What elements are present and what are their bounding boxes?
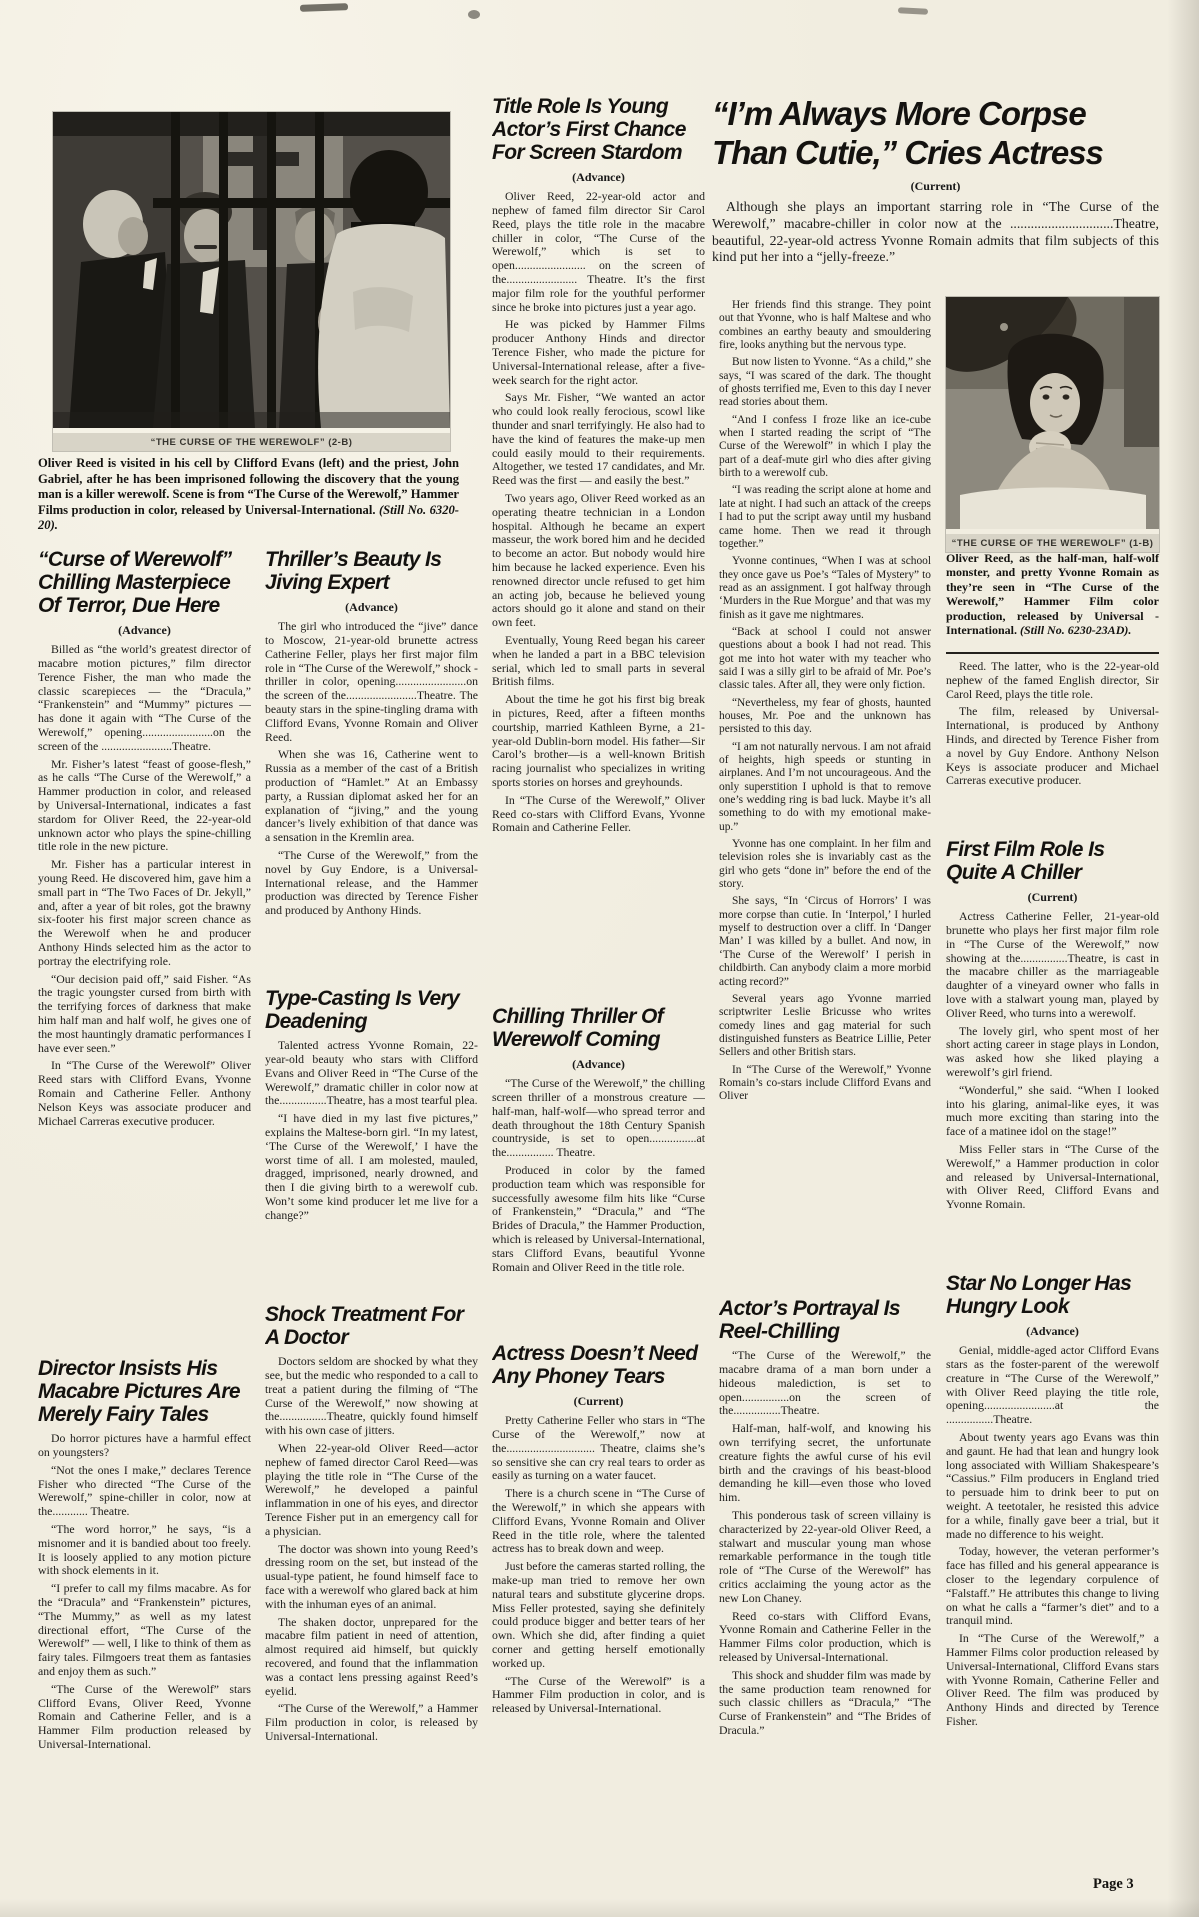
article-paragraph: Yvonne has one complaint. In her film and television roles she is invariably cast as the girl who gets “done in” before the end of the story. bbox=[719, 838, 931, 891]
article-headline: Title Role Is Young Actor’s First Chance For Screen Stardom bbox=[492, 95, 686, 165]
article-paragraph: The film, released by Universal-International, is produced by Anthony Hinds, and directed by Terence Fisher from a novel by Guy Endore. Anthony Nelson Keys is associate producer and Michael Carreras executive producer. bbox=[946, 704, 1159, 788]
article-corpse-cutie-body bbox=[719, 299, 931, 1108]
caption-text: Oliver Reed, as the half-man, half-wolf monster, and pretty Yvonne Romain as they’re seen in “The Curse of the Werewolf,” Hammer Film color production, released by Universal - International. bbox=[946, 551, 1159, 637]
article-paragraph: Says Mr. Fisher, “We wanted an actor who could look really ferocious, scowl like thunder and snarl terrifyingly. He also had to have the kind of features the make-up men could easily mould to their requirements. Altogether, we tested 17 candidates, and Mr. Reed was the first — and easily the best.” bbox=[492, 390, 705, 488]
scan-artifact bbox=[300, 3, 348, 12]
article-headline: Chilling Thriller Of Werewolf Coming bbox=[492, 1005, 664, 1052]
article-paragraph: In “The Curse of the Werewolf,” a Hammer Films color production released by Universal-International, Clifford Evans stars with Yvonne Romain, Catherine Feller and Oliver Reed. The film was produced by Anthony Hinds and directed by Terence Fisher. bbox=[946, 1631, 1159, 1728]
article-paragraph: The doctor was shown into young Reed’s dressing room on the set, but instead of the usual-type patient, he found himself face to face with a werewolf who glared back at him with the inhuman eyes of an animal. bbox=[265, 1541, 478, 1611]
article-paragraph: Actress Catherine Feller, 21-year-old brunette who plays her first major film role in “The Curse of the Werewolf,” now showing at the................Theatre, is cast in the macabre chiller as the marriageable daughter of a vineyard owner who falls in love with a stalwart young man, played by Oliver Reed, who turns into a werewolf. bbox=[946, 909, 1159, 1020]
article-phoney-tears bbox=[492, 1342, 705, 1720]
article-paragraph: The lovely girl, who spent most of her short acting career in stage plays in London, was asked how she liked playing a werewolf’s girl friend. bbox=[946, 1023, 1159, 1079]
article-paragraph: “Not the ones I make,” declares Terence Fisher who directed “The Curse of the Werewolf,” spine-chiller in color, now at the............ Theatre. bbox=[38, 1462, 251, 1519]
article-tagline: (Current) bbox=[910, 178, 961, 193]
article-paragraph: Oliver Reed, 22-year-old actor and nephew of famed film director Sir Carol Reed, plays the title role in the macabre chiller in color, “The Curse of the Werewolf,” which is set to open........................ on the screen of the........................ Theatre. It’s the first major film role for the youthful performer since he broke into pictures just a year ago. bbox=[492, 189, 705, 314]
article-paragraph: Reed. The latter, who is the 22-year-old nephew of the famed English director, Sir Carol Reed, plays the title role. bbox=[946, 660, 1159, 701]
article-paragraph: Just before the cameras started rolling, the make-up man tried to remove her own natural tears and substitute glycerine drops. Miss Feller protested, saying she definitely could produce bigger and better tears of her own. Which she did, after finding a quiet corner and getting herself emotionally worked up. bbox=[492, 1559, 705, 1670]
article-paragraph: Produced in color by the famed production team which was responsible for successfully awesome film hits like “Curse of Frankenstein,” “Dracula,” and “The Brides of Dracula,” the Hammer Production, which is released by Universal-International, stars Clifford Evans, beautiful Yvonne Romain and Oliver Reed in the title role. bbox=[492, 1162, 705, 1274]
article-paragraph: Genial, middle-aged actor Clifford Evans stars as the foster-parent of the werewolf creature in “The Curse of the Werewolf,” with Oliver Reed playing the title role, opening........................at the ................Theatre. bbox=[946, 1343, 1159, 1427]
article-tagline: (Current) bbox=[573, 1394, 624, 1409]
still-number: (Still No. 6320-20). bbox=[38, 502, 459, 533]
article-paragraph: Yvonne continues, “When I was at school they once gave us Poe’s “Tales of Mystery” to read as an assignment. I got halfway through ‘Murders in the Rue Morgue’ and that was my finish as it gave me nightmares. bbox=[719, 555, 931, 621]
article-headline: Type-Casting Is Very Deadening bbox=[265, 987, 460, 1034]
article-paragraph: Miss Feller stars in “The Curse of the Werewolf,” a Hammer production in color and released by Universal-International, with Oliver Reed, Clifford Evans and Yvonne Romain. bbox=[946, 1141, 1159, 1212]
article-paragraph: Her friends find this strange. They point out that Yvonne, who is half Maltese and who combines an earthy beauty and smouldering fire, looks anything but the nervous type. bbox=[719, 299, 931, 352]
article-tagline: (Advance) bbox=[118, 623, 171, 638]
scan-artifact bbox=[468, 10, 480, 19]
scan-edge-shadow bbox=[1167, 0, 1199, 1917]
article-paragraph: “Back at school I could not answer questions about a book I had not read. This got me into hot water with my teacher who said I was a silly girl to be afraid of Mr. Poe’s classic tales. After all, they were only fiction. bbox=[719, 625, 931, 692]
article-paragraph: “The Curse of the Werewolf” stars Clifford Evans, Oliver Reed, Yvonne Romain and Catherine Feller, and is a Hammer Film production released by Universal-International. bbox=[38, 1681, 251, 1752]
article-headline: Actress Doesn’t Need Any Phoney Tears bbox=[492, 1342, 698, 1389]
article-tagline: (Current) bbox=[1027, 890, 1078, 905]
article-paragraph: The shaken doctor, unprepared for the macabre film patient in need of attention, almost required aid himself, but quickly recovered, and found that the inflammation was a contact lens pressing against Reed’s eyelid. bbox=[265, 1614, 478, 1698]
article-paragraph: “The Curse of the Werewolf,” a Hammer Film production in color, is released by Universal-International. bbox=[265, 1701, 478, 1743]
photo-strip-label: “THE CURSE OF THE WEREWOLF” (2-B) bbox=[53, 433, 450, 451]
jail-scene-illustration bbox=[53, 112, 450, 428]
article-paragraph: “I have died in my last five pictures,” explains the Maltese-born girl. “In my latest, ‘The Curse of the Werewolf,’ I have the worst time of all. I am molested, mauled, dragged, imprisoned, nearly drowned, and then I die giving birth to a werewolf cub. Won’t some kind producer let me live for a change?” bbox=[265, 1111, 478, 1222]
article-paragraph: When 22-year-old Oliver Reed—actor nephew of famed director Carol Reed—was playing the title role in “The Curse of the Werewolf,” he developed a painful inflammation in one of his eyes, and director Terence Fisher put in an emergency call for a physician. bbox=[265, 1440, 478, 1538]
article-jiving-expert bbox=[265, 548, 478, 922]
article-paragraph: “The Curse of the Werewolf,” from the novel by Guy Endore, is a Universal-International release, and the Hammer production was directed by Terence Fisher and produced by Anthony Hinds. bbox=[265, 847, 478, 918]
article-paragraph: But now listen to Yvonne. “As a child,” she says, “I was scared of the dark. The thought of ghosts terrified me, Even to this day I never read stories about them. bbox=[719, 356, 931, 409]
article-chilling-thriller bbox=[492, 1005, 705, 1278]
article-paragraph: Mr. Fisher’s latest “feast of goose-flesh,” as he calls “The Curse of the Werewolf,” a Hammer production in color, and released by Universal-International, indicates a fast stardom for Oliver Reed, the 22-year-old unknown actor who plays the spine-chilling title role in the new picture. bbox=[38, 756, 251, 854]
werewolf-scene-illustration bbox=[946, 297, 1159, 529]
scan-edge-shadow bbox=[0, 1899, 1199, 1917]
article-type-casting bbox=[265, 987, 478, 1227]
article-first-film-role bbox=[946, 838, 1159, 1216]
article-paragraph: Mr. Fisher has a particular interest in young Reed. He discovered him, gave him a small part in “The Two Faces of Dr. Jekyll,” and, after a year of bit roles, got the brawny six-footer his first major screen chance as the Werewolf when he and producer Anthony Hinds selected him as the actor to portray the electrifying role. bbox=[38, 857, 251, 968]
article-paragraph: “I was reading the script alone at home and late at night. I had such an attack of the creeps I had to put the script away until my husband came home. Then we read it through together.” bbox=[719, 484, 931, 550]
article-corpse-cutie-header bbox=[712, 95, 1159, 266]
article-paragraph: Today, however, the veteran performer’s face has filled and his general appearance is closer to the legendary corpulence of “Falstaff.” He attributes this change to living on what he calls a “farmer’s diet” and to a tranquil mind. bbox=[946, 1544, 1159, 1628]
article-paragraph: “Wonderful,” she said. “When I looked into his glaring, animal-like eyes, it was much more exciting than staring into the face of a matinee idol on the stage!” bbox=[946, 1082, 1159, 1139]
scan-artifact bbox=[898, 7, 928, 15]
article-paragraph: About the time he got his first big break in pictures, Reed, after a fifteen months courtship, married Kathleen Byrne, a 21-year-old Dublin-born model. His father—Sir Carol’s brother—is a well-known British racing journalist who specializes in writing sports stories on horses and greyhounds. bbox=[492, 692, 705, 789]
article-paragraph: The girl who introduced the “jive” dance to Moscow, 21-year-old brunette actress Catherine Feller, plays her first major film role in “The Curse of the Werewolf,” shock - thriller in color, opening........................on the screen of the........................Theatre. The beauty stars in the spine-tingling drama with Clifford Evans, Yvonne Romain and Oliver Reed. bbox=[265, 619, 478, 744]
article-paragraph: Doctors seldom are shocked by what they see, but the medic who responded to a call to treat a patient during the filming of “The Curse of the Werewolf,” now showing at the................Theatre, quickly found himself with his own case of jitters. bbox=[265, 1354, 478, 1438]
page-number: Page 3 bbox=[1093, 1876, 1134, 1892]
article-fairy-tales bbox=[38, 1357, 251, 1756]
still-number: (Still No. 6230-23AD). bbox=[1020, 622, 1132, 637]
article-paragraph: She says, “In ‘Circus of Horrors’ I was more corpse than cutie. In ‘Interpol,’ I hurled myself to destruction over a cliff. In ‘Danger Man’ I was killed by a bullet. And now, in ‘The Curse of the Werewolf’ I perish in childbirth. Can anybody claim a more morbid acting record?” bbox=[719, 895, 931, 988]
article-headline: Shock Treatment For A Doctor bbox=[265, 1303, 464, 1350]
article-paragraph: “The Curse of the Werewolf,” the chilling screen thriller of a monstrous creature — half-man, half-wolf—who spread terror and death throughout the 18th Century Spanish countryside, is set to open................at the................ Theatre. bbox=[492, 1076, 705, 1160]
article-paragraph: Half-man, half-wolf, and knowing his own terrifying secret, the unfortunate creature fights the awful curse of his evil birth and the cravings of his beast-blood demanding he kill—even those who loved him. bbox=[719, 1421, 931, 1505]
article-paragraph: “The word horror,” he says, “is a misnomer and it is bandied about too freely. It is loosely applied to any motion picture with shock elements in it. bbox=[38, 1522, 251, 1578]
article-corpse-cutie-continued bbox=[946, 660, 1159, 792]
photo-jail-scene bbox=[53, 112, 450, 451]
article-paragraph: “I am not naturally nervous. I am not afraid of heights, high speeds or stunting in airplanes. And I’m not uncourageous. And the only superstition I uphold is that to remove one’s wedding ring is bad luck. Maybe it’s all something to do with my emotional make-up.” bbox=[719, 740, 931, 833]
article-paragraph: “I prefer to call my films macabre. As for the “Dracula” and “Frankenstein” pictures, “The Mummy,” as well as my latest directional effort, “The Curse of the Werewolf” — well, I like to think of them as fairy tales. Filmgoers treat them as fantasies and enjoy them as such.” bbox=[38, 1581, 251, 1679]
article-paragraph: Several years ago Yvonne married scriptwriter Leslie Bricusse who writes comedy lines and gag material for such distinguished funsters as Beatrice Lillie, Peter Sellers and other British stars. bbox=[719, 992, 931, 1059]
photo-werewolf-actress bbox=[946, 297, 1159, 552]
article-shock-treatment bbox=[265, 1303, 478, 1748]
photo-strip-label: “THE CURSE OF THE WEREWOLF” (1-B) bbox=[946, 534, 1159, 552]
article-tagline: (Advance) bbox=[572, 170, 625, 185]
article-curse-masterpiece bbox=[38, 548, 251, 1132]
article-paragraph: In “The Curse of the Werewolf,” Yvonne Romain’s co-stars include Clifford Evans and Oliver bbox=[719, 1063, 931, 1103]
article-paragraph: “And I confess I froze like an ice-cube when I started reading the script of “The Curse of the Werewolf” in which I play the part of a deaf-mute girl who dies after giving birth to a werewolf cub. bbox=[719, 413, 931, 480]
column-divider-rule bbox=[946, 652, 1159, 654]
article-paragraph: Eventually, Young Reed began his career when he landed a part in a BBC television serial, which led to small parts in several British films. bbox=[492, 632, 705, 689]
article-intro: Although she plays an important starring role in “The Curse of the Werewolf,” macabre-chiller in color now at the ..............................Theatre, beautiful, 22-year-old actress Yvonne Romain admits that film subjects of this kind put her into a “jelly-freeze.” bbox=[712, 198, 1159, 265]
photo-caption-left bbox=[38, 456, 459, 534]
article-tagline: (Advance) bbox=[1026, 1324, 1079, 1339]
article-paragraph: Billed as “the world’s greatest director of macabre motion pictures,” film director Terence Fisher, the man who made the classic scarepieces — the “Dracula,” “Frankenstein” and “Mummy” pictures — has done it again with “The Curse of the Werewolf,” opening........................on the screen of the ........................Theatre. bbox=[38, 642, 251, 753]
article-paragraph: Reed co-stars with Clifford Evans, Yvonne Romain and Catherine Feller in the Hammer Films color production, which is released by Universal-International. bbox=[719, 1608, 931, 1664]
article-headline: Thriller’s Beauty Is Jiving Expert bbox=[265, 548, 442, 595]
article-paragraph: Two years ago, Oliver Reed worked as an operating theatre technician in a London hospital. Although he became an expert masseur, the work bored him and he decided to become an actor. But nobody would hire him because he lacked experience. Even his renowned director uncle refused to get him an acting job, because he believed young actors should go it alone and stand on their own feet. bbox=[492, 491, 705, 630]
article-paragraph: There is a church scene in “The Curse of the Werewolf,” in which she appears with Clifford Evans, Yvonne Romain and Oliver Reed in the title role, where the talented actress has to break down and weep. bbox=[492, 1486, 705, 1556]
caption-text: Oliver Reed is visited in his cell by Clifford Evans (left) and the priest, John Gabriel, after he has been imprisoned following the discovery that the young man is a killer werewolf. Scene is from “The Curse of the Werewolf,” Hammer Films production in color, released by Universal-International. bbox=[38, 456, 460, 517]
article-paragraph: This ponderous task of screen villainy is characterized by 22-year-old Oliver Reed, a stalwart and muscular young man whose remarkable performance in the tough title role of “The Curse of the Werewolf” has critics acclaiming the young actor as the new Lon Chaney. bbox=[719, 1507, 931, 1605]
article-paragraph: Pretty Catherine Feller who stars in “The Curse of the Werewolf,” now at the.............................. Theatre, claims she’s so sensitive she can cry real tears to order as easily as turning on a water faucet. bbox=[492, 1413, 705, 1483]
article-paragraph: About twenty years ago Evans was thin and gaunt. He had that lean and hungry look long associated with William Shakespeare’s “Cassius.” Film producers in England tried to persuade him to drink beer to put on weight. A teetotaler, he resisted this advice for a while, finally gave beer a trial, but it made no difference to his weight. bbox=[946, 1429, 1159, 1541]
article-reel-chilling bbox=[719, 1297, 931, 1742]
article-paragraph: “Our decision paid off,” said Fisher. “As the tragic youngster cursed from birth with the terrifying forces of darkness that make him half man and half wolf, he gives one of the most hauntingly dramatic performances I have ever seen.” bbox=[38, 971, 251, 1055]
article-headline: “Curse of Werewolf” Chilling Masterpiece Of Terror, Due Here bbox=[38, 548, 232, 618]
article-paragraph: “Nevertheless, my fear of ghosts, haunted houses, Mr. Poe and the unknown has persisted to this day. bbox=[719, 696, 931, 736]
article-headline: Star No Longer Has Hungry Look bbox=[946, 1272, 1132, 1319]
article-hungry-look bbox=[946, 1272, 1159, 1733]
article-paragraph: This shock and shudder film was made by the same production team renowned for such classic chillers as “Dracula,” “The Curse of Frankenstein” and “The Brides of Dracula.” bbox=[719, 1667, 931, 1737]
article-paragraph: Do horror pictures have a harmful effect on youngsters? bbox=[38, 1431, 251, 1460]
article-paragraph: In “The Curse of the Werewolf,” Oliver Reed co-stars with Clifford Evans, Yvonne Romain and Catherine Feller. bbox=[492, 792, 705, 835]
article-title-role bbox=[492, 95, 705, 839]
article-headline: Actor’s Portrayal Is Reel-Chilling bbox=[719, 1297, 900, 1344]
article-headline: First Film Role Is Quite A Chiller bbox=[946, 838, 1105, 885]
article-paragraph: In “The Curse of the Werewolf” Oliver Reed stars with Clifford Evans, Yvonne Romain and Catherine Feller. Anthony Nelson Keys was associate producer and Michael Carreras executive producer. bbox=[38, 1058, 251, 1128]
article-tagline: (Advance) bbox=[345, 600, 398, 615]
article-paragraph: He was picked by Hammer Films producer Anthony Hinds and director Terence Fisher, who made the picture for Universal-International release, after a five-week search for the right actor. bbox=[492, 317, 705, 387]
article-headline: “I’m Always More Corpse Than Cutie,” Cries Actress bbox=[712, 95, 1103, 171]
article-paragraph: “The Curse of the Werewolf,” the macabre drama of a man born under a hideous malediction, is set to open................on the screen of the................Theatre. bbox=[719, 1348, 931, 1418]
article-tagline: (Advance) bbox=[572, 1057, 625, 1072]
photo-caption-right bbox=[946, 551, 1159, 637]
article-paragraph: “The Curse of the Werewolf” is a Hammer Film production in color, and is released by Universal-International. bbox=[492, 1673, 705, 1716]
article-paragraph: When she was 16, Catherine went to Russia as a member of the cast of a British production of “Hamlet.” At an Embassy party, a Russian diplomat asked her for an explanation of “jiving,” and the young dancer’s lively exhibition of that dance was a sensation in the Kremlin area. bbox=[265, 747, 478, 845]
article-headline: Director Insists His Macabre Pictures Are Merely Fairy Tales bbox=[38, 1357, 240, 1427]
article-paragraph: Talented actress Yvonne Romain, 22-year-old beauty who stars with Clifford Evans and Oliver Reed in “The Curse of the Werewolf,” dramatic chiller in color now at the................Theatre, has a most tearful plea. bbox=[265, 1038, 478, 1108]
